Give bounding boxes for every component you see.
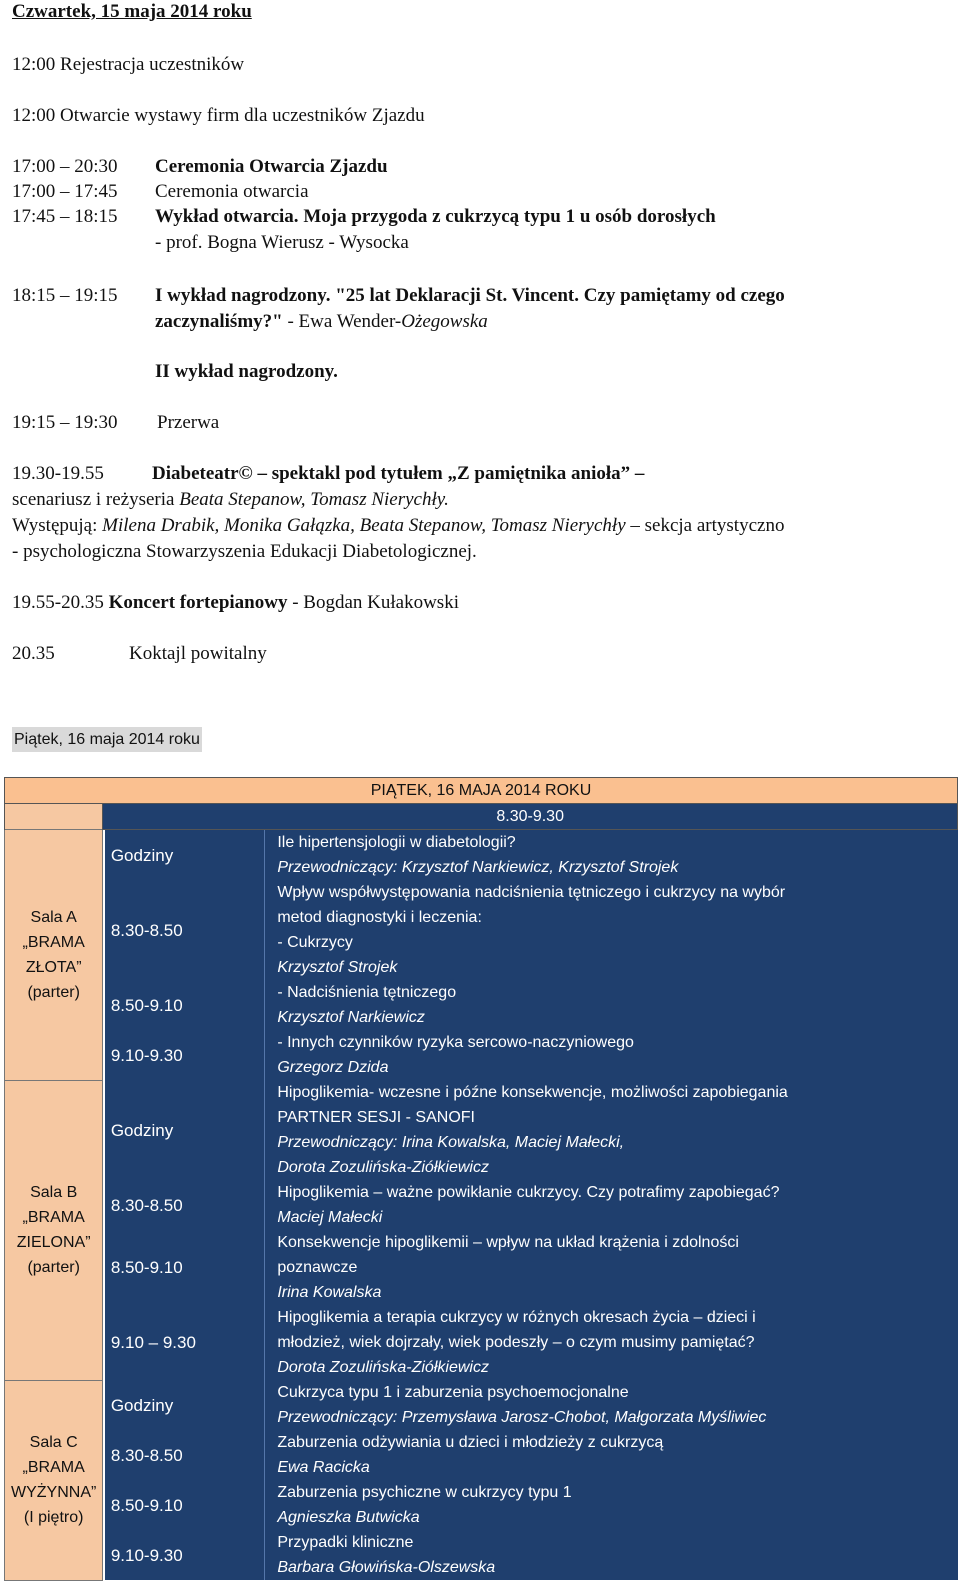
item-text: Otwarcie wystawy firm dla uczestników Zjazdu: [60, 105, 425, 126]
session-time: Godziny: [105, 830, 265, 881]
item-text: Rejestracja uczestników: [60, 54, 245, 75]
session-time: Godziny: [105, 1080, 265, 1180]
session-title: Wpływ współwystępowania nadciśnienia tętniczego i cukrzycy na wybór: [277, 884, 786, 901]
schedule-item: [12, 284, 785, 308]
session-title: Konsekwencje hipoglikemii – wpływ na układ krążenia i zdolności: [277, 1234, 739, 1251]
session-title: Hipoglikemia- wczesne i późne konsekwencje, możliwości zapobiegania: [277, 1084, 788, 1101]
session-block: [265, 830, 958, 881]
session-speaker: Irina Kowalska: [277, 1284, 382, 1301]
session-speaker: Krzysztof Narkiewicz: [277, 1009, 425, 1026]
friday-heading: Piątek, 16 maja 2014 roku: [12, 727, 202, 752]
session-speaker: Grzegorz Dzida: [277, 1059, 389, 1076]
session-block: [265, 1480, 958, 1530]
session-time: 8.30-8.50: [105, 1180, 265, 1230]
item-text: Koktajl powitalny: [129, 643, 267, 664]
session-title: Zaburzenia odżywiania u dzieci i młodzieży z cukrzycą: [277, 1434, 664, 1451]
session-title: Zaburzenia psychiczne w cukrzycy typu 1: [277, 1484, 572, 1501]
session-block: [265, 980, 958, 1030]
session-speaker: Maciej Małecki: [277, 1209, 383, 1226]
item-text-cont: zaczynaliśmy?": [155, 311, 283, 332]
hall-line: „BRAMA: [22, 1209, 85, 1226]
item-names: Milena Drabik, Monika Gałązka, Beata Stepanow, Tomasz Nierychły: [102, 515, 626, 536]
session-title: - Cukrzycy: [277, 934, 353, 951]
schedule-item: [12, 205, 716, 229]
item-text-2: Moja przygoda z cukrzycą typu 1 u osób dorosłych: [303, 206, 716, 227]
session-title: poznawcze: [277, 1259, 358, 1276]
schedule-item: [12, 642, 267, 666]
item-text: Diabeteatr© – spektakl pod tytułem „Z pamiętnika anioła” –: [152, 463, 645, 484]
session-title: młodzież, wiek dojrzały, wiek podeszły – o czym musimy pamiętać?: [277, 1334, 755, 1351]
item-text: scenariusz i reżyseria: [12, 489, 180, 510]
hall-line: Sala C: [29, 1434, 78, 1451]
session-block: [265, 1080, 958, 1180]
session-title: metod diagnostyki i leczenia:: [277, 909, 482, 926]
session-time: 9.10 – 9.30: [105, 1305, 265, 1380]
item-time: 17:00 – 17:45: [12, 181, 118, 202]
hall-line: ZŁOTA”: [25, 958, 82, 976]
schedule-item: [12, 53, 244, 77]
schedule-item: [12, 180, 309, 204]
hall-line: Sala A: [30, 908, 77, 926]
session-chairs: Przewodniczący: Przemysława Jarosz-Chobot, Małgorzata Myśliwiec: [277, 1409, 767, 1426]
session-time: 8.50-9.10: [105, 1230, 265, 1305]
session-time: 8.50-9.10: [105, 980, 265, 1030]
item-cast: [12, 514, 784, 538]
item-time: 17:00 – 20:30: [12, 156, 118, 177]
session-time: 8.30-8.50: [105, 880, 265, 980]
item-text: Ceremonia Otwarcia Zjazdu: [155, 156, 388, 177]
item-time: 19.55-20.35: [12, 592, 104, 613]
session-time: 8.30-8.50: [105, 1430, 265, 1480]
hall-line: „BRAMA: [22, 933, 85, 951]
item-text: I wykład nagrodzony. "25 lat Deklaracji St. Vincent. Czy pamiętamy od czego: [155, 285, 785, 306]
item-time: 19.30-19.55: [12, 463, 104, 484]
item-speaker-italic: Ożegowska: [401, 311, 488, 332]
session-chairs: Dorota Zozulińska-Ziółkiewicz: [277, 1159, 489, 1176]
session-time: 9.10-9.30: [105, 1030, 265, 1080]
session-time: Godziny: [105, 1380, 265, 1430]
item-time: 18:15 – 19:15: [12, 285, 118, 306]
item-text: Ceremonia otwarcia: [155, 181, 309, 202]
session-block: [265, 1030, 958, 1080]
item-continuation: [155, 310, 488, 334]
item-time: 19:15 – 19:30: [12, 412, 118, 433]
schedule-item: [12, 591, 459, 615]
session-chairs: Przewodniczący: Irina Kowalska, Maciej Małecki,: [277, 1134, 625, 1151]
session-block: [265, 1530, 958, 1580]
session-block: [265, 1380, 958, 1430]
session-title: Przypadki kliniczne: [277, 1534, 414, 1551]
session-block: [265, 1430, 958, 1480]
schedule-item: [12, 155, 388, 179]
session-time: 8.50-9.10: [105, 1480, 265, 1530]
hall-line: ZIELONA”: [16, 1234, 91, 1251]
friday-schedule-table: [4, 777, 958, 1581]
hall-name: [5, 1080, 103, 1380]
item-names: Beata Stepanow, Tomasz Nierychły.: [179, 489, 449, 510]
schedule-item: [12, 104, 425, 128]
item-time: 12:00: [12, 105, 56, 126]
session-partner: PARTNER SESJI - SANOFI: [277, 1109, 475, 1126]
session-block: [265, 1230, 958, 1305]
item-text: Koncert fortepianowy: [108, 592, 288, 613]
hall-line: (I piętro): [23, 1509, 84, 1526]
item-time: 20.35: [12, 643, 55, 664]
hall-line: WYŻYNNA”: [11, 1484, 97, 1501]
session-speaker: Dorota Zozulińska-Ziółkiewicz: [277, 1359, 489, 1376]
session-title: Hipoglikemia a terapia cukrzycy w różnych okresach życia – dzieci i: [277, 1309, 756, 1326]
session-title: Ile hipertensjologii w diabetologii?: [277, 834, 516, 851]
hall-name: [5, 1380, 103, 1580]
session-speaker: Ewa Racicka: [277, 1459, 370, 1476]
session-title: - Nadciśnienia tętniczego: [277, 984, 457, 1001]
item-speaker: - prof. Bogna Wierusz - Wysocka: [155, 232, 409, 253]
item-text: Przerwa: [157, 412, 220, 433]
item-text: - psychologiczna Stowarzyszenia Edukacji Diabetologicznej.: [12, 541, 477, 562]
item-text-tail: – sekcja artystyczno: [625, 515, 785, 536]
schedule-item: [12, 462, 645, 486]
session-speaker: Krzysztof Strojek: [277, 959, 398, 976]
schedule-item: [12, 411, 220, 435]
session-title: - Innych czynników ryzyka sercowo-naczyniowego: [277, 1034, 634, 1051]
item-speaker: - Bogdan Kułakowski: [287, 592, 459, 613]
table-margin: [5, 804, 103, 830]
hall-name: [5, 830, 103, 1081]
item-text: II wykład nagrodzony.: [155, 361, 338, 382]
session-block: [265, 880, 958, 980]
session-title: Hipoglikemia – ważne powikłanie cukrzycy. Czy potrafimy zapobiegać?: [277, 1184, 780, 1201]
thursday-date: Czwartek, 15 maja 2014 roku: [12, 1, 252, 22]
hall-line: „BRAMA: [22, 1459, 85, 1476]
item-text: Wykład otwarcia.: [155, 206, 299, 227]
table-title: PIĄTEK, 16 MAJA 2014 ROKU: [5, 778, 958, 804]
session-speaker: Barbara Głowińska-Olszewska: [277, 1559, 496, 1576]
item-time: 17:45 – 18:15: [12, 206, 118, 227]
item-text: Występują:: [12, 515, 103, 536]
item-time: 12:00: [12, 54, 56, 75]
session-block: [265, 1305, 958, 1380]
table-slot: 8.30-9.30: [103, 804, 958, 830]
hall-line: (parter): [27, 983, 80, 1001]
item-credits: [12, 488, 449, 512]
hall-line: (parter): [27, 1259, 80, 1276]
session-block: [265, 1180, 958, 1230]
hall-line: Sala B: [30, 1184, 78, 1201]
session-time: 9.10-9.30: [105, 1530, 265, 1580]
session-speaker: Agnieszka Butwicka: [277, 1509, 420, 1526]
session-title: Cukrzyca typu 1 i zaburzenia psychoemocjonalne: [277, 1384, 629, 1401]
item-speaker: - Ewa Wender-: [282, 311, 402, 332]
session-chairs: Przewodniczący: Krzysztof Narkiewicz, Krzysztof Strojek: [277, 859, 679, 876]
